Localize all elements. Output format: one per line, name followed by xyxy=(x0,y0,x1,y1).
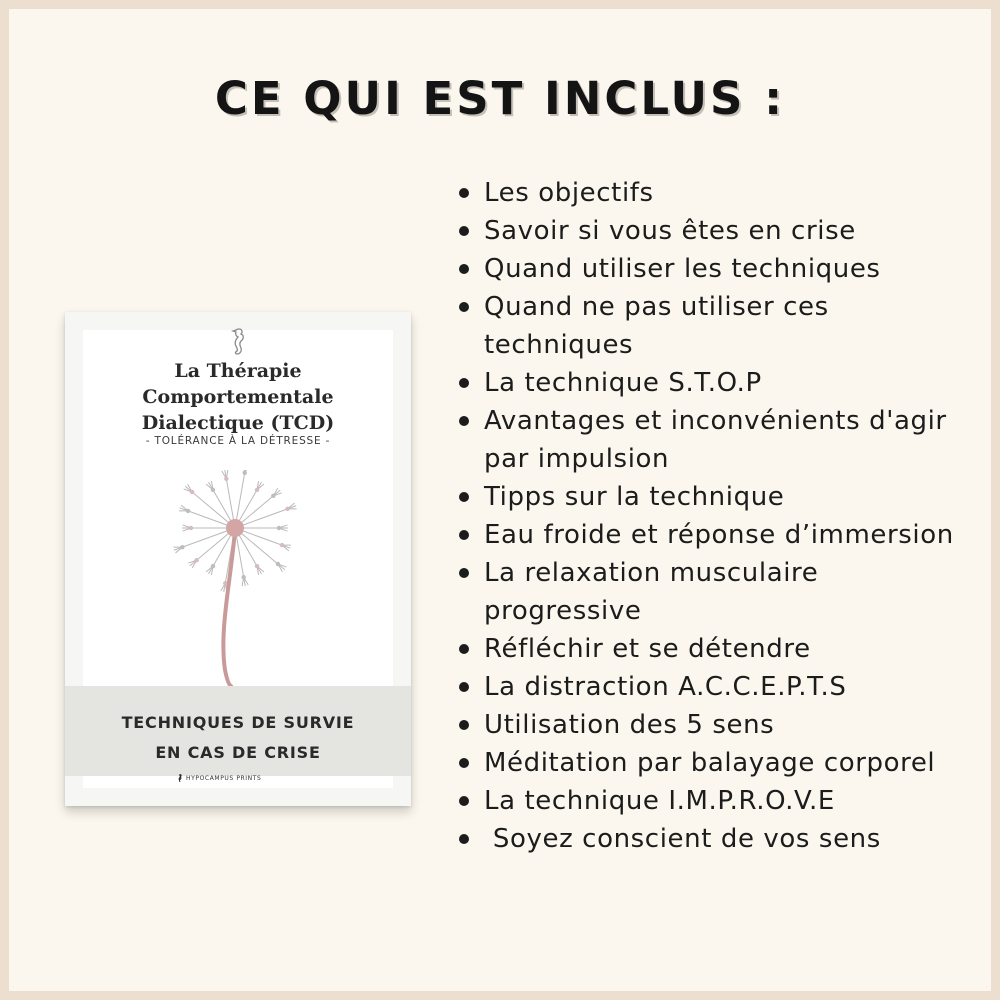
list-item xyxy=(456,402,976,478)
book-band-line: TECHNIQUES DE SURVIE xyxy=(121,713,355,732)
bullet-icon xyxy=(459,682,469,692)
list-item-text: Réfléchir et se détendre xyxy=(484,634,811,664)
list-item-text: Quand utiliser les techniques xyxy=(484,254,881,284)
bullet-icon xyxy=(459,568,469,578)
list-item-text: Utilisation des 5 sens xyxy=(484,710,775,740)
bullet-icon xyxy=(459,378,469,388)
list-item-text: Tipps sur la technique xyxy=(484,482,785,512)
book-title-line: Comportementale xyxy=(142,386,334,408)
book-title-band xyxy=(65,686,411,776)
list-item-text: Les objectifs xyxy=(484,178,654,208)
list-item xyxy=(456,668,976,706)
seahorse-icon xyxy=(227,326,249,360)
list-item-text: Avantages et inconvénients d'agir par impulsion xyxy=(484,406,956,474)
list-item-text: Savoir si vous êtes en crise xyxy=(484,216,856,246)
list-item xyxy=(456,212,976,250)
book-band-text xyxy=(65,708,411,768)
list-item xyxy=(456,250,976,288)
list-item-text: Soyez conscient de vos sens xyxy=(484,824,881,854)
book-cover xyxy=(65,312,411,806)
dandelion-illustration xyxy=(173,470,303,695)
included-items-list xyxy=(456,174,976,858)
book-cover-page xyxy=(83,330,393,788)
seahorse-small-icon xyxy=(177,773,183,783)
list-item-text: Quand ne pas utiliser ces techniques xyxy=(484,292,838,360)
list-item-text: Méditation par balayage corporel xyxy=(484,748,936,778)
bullet-icon xyxy=(459,226,469,236)
bullet-icon xyxy=(459,492,469,502)
bullet-icon xyxy=(459,188,469,198)
book-title xyxy=(83,358,393,436)
bullet-icon xyxy=(459,264,469,274)
list-item xyxy=(456,364,976,402)
list-item-text: La technique I.M.P.R.O.V.E xyxy=(484,786,835,816)
publisher-name: HYPOCAMPUS PRINTS xyxy=(186,774,262,782)
list-item xyxy=(456,630,976,668)
book-title-line: Dialectique (TCD) xyxy=(141,412,335,434)
page-heading: CE QUI EST INCLUS : xyxy=(214,72,786,125)
book-title-line: La Thérapie xyxy=(174,360,302,382)
list-item xyxy=(456,554,976,630)
list-item xyxy=(456,478,976,516)
bullet-icon xyxy=(459,796,469,806)
list-item xyxy=(456,706,976,744)
list-item-text: Eau froide et réponse d’immersion xyxy=(484,520,954,550)
bullet-icon xyxy=(459,644,469,654)
list-item xyxy=(456,782,976,820)
bullet-icon xyxy=(459,416,469,426)
list-item-text: La relaxation musculaire progressive xyxy=(484,558,828,626)
book-band-line: EN CAS DE CRISE xyxy=(155,743,321,762)
bullet-icon xyxy=(459,834,469,844)
bullet-icon xyxy=(459,720,469,730)
bullet-icon xyxy=(459,302,469,312)
list-item xyxy=(456,820,976,858)
book-subtitle: - TOLÉRANCE À LA DÉTRESSE - xyxy=(145,435,331,447)
list-item xyxy=(456,516,976,554)
list-item-text: La technique S.T.O.P xyxy=(484,368,762,398)
publisher-label xyxy=(177,772,261,784)
list-item xyxy=(456,174,976,212)
list-item xyxy=(456,744,976,782)
list-item-text: La distraction A.C.C.E.P.T.S xyxy=(484,672,847,702)
list-item xyxy=(456,288,976,364)
bullet-icon xyxy=(459,758,469,768)
bullet-icon xyxy=(459,530,469,540)
